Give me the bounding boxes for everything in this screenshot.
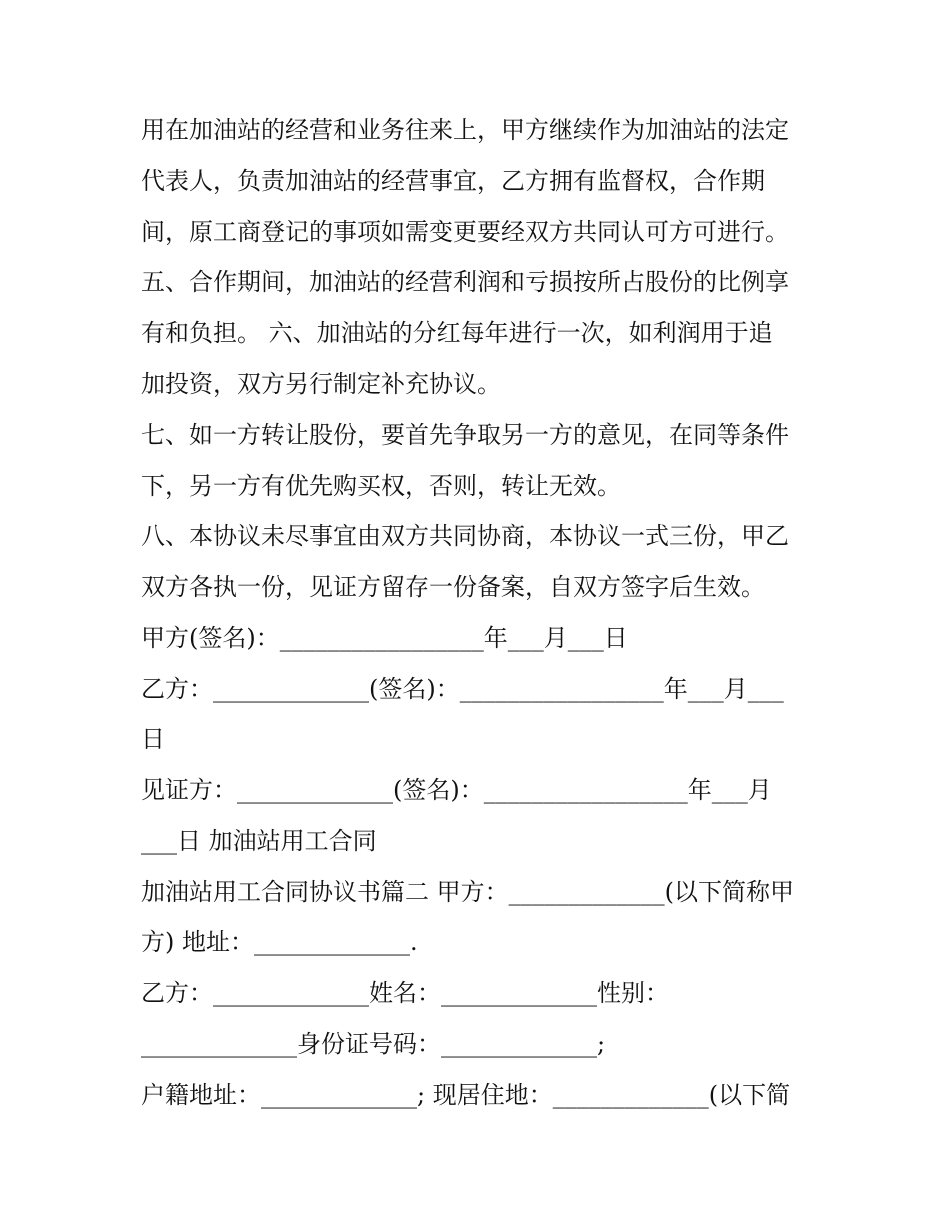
text-line: 方) 地址：_____________. <box>141 928 418 956</box>
text-line: 五、合作期间，加油站的经营利润和亏损按所占股份的比例享 <box>141 268 789 296</box>
text-line: 户籍地址：_____________; 现居住地：_____________(以下简 <box>141 1081 791 1109</box>
text-line: 加油站用工合同协议书篇二 甲方：_____________(以下简称甲 <box>141 878 794 906</box>
text-line: 双方各执一份，见证方留存一份备案，自双方签字后生效。 <box>141 573 765 601</box>
text-line: ___日 加油站用工合同 <box>141 827 377 855</box>
text-line: 下，另一方有优先购买权，否则，转让无效。 <box>141 472 621 500</box>
text-line: 用在加油站的经营和业务往来上，甲方继续作为加油站的法定 <box>141 116 789 144</box>
text-line: 代表人，负责加油站的经营事宜，乙方拥有监督权，合作期 <box>141 167 765 195</box>
text-line: 八、本协议未尽事宜由双方共同协商，本协议一式三份，甲乙 <box>141 522 789 550</box>
text-line: 加投资，双方另行制定补充协议。 <box>141 370 501 398</box>
signature-line-party-a: 甲方(签名)：_________________年___月___日 <box>141 624 628 652</box>
text-line: 七、如一方转让股份，要首先争取另一方的意见，在同等条件 <box>141 421 789 449</box>
text-line: _____________身份证号码：_____________; <box>141 1030 606 1058</box>
text-line: 间，原工商登记的事项如需变更要经双方共同认可方可进行。 <box>141 218 789 246</box>
signature-line-party-b: 乙方：_____________(签名)：_________________年___月___ <box>141 675 784 703</box>
text-line: 有和负担。 六、加油站的分红每年进行一次，如利润用于追 <box>141 319 773 347</box>
signature-line-witness: 见证方：_____________(签名)：_________________年___月 <box>141 776 772 804</box>
text-line: 乙方：_____________姓名：_____________性别： <box>141 979 669 1007</box>
text-line: 日 <box>141 725 165 753</box>
